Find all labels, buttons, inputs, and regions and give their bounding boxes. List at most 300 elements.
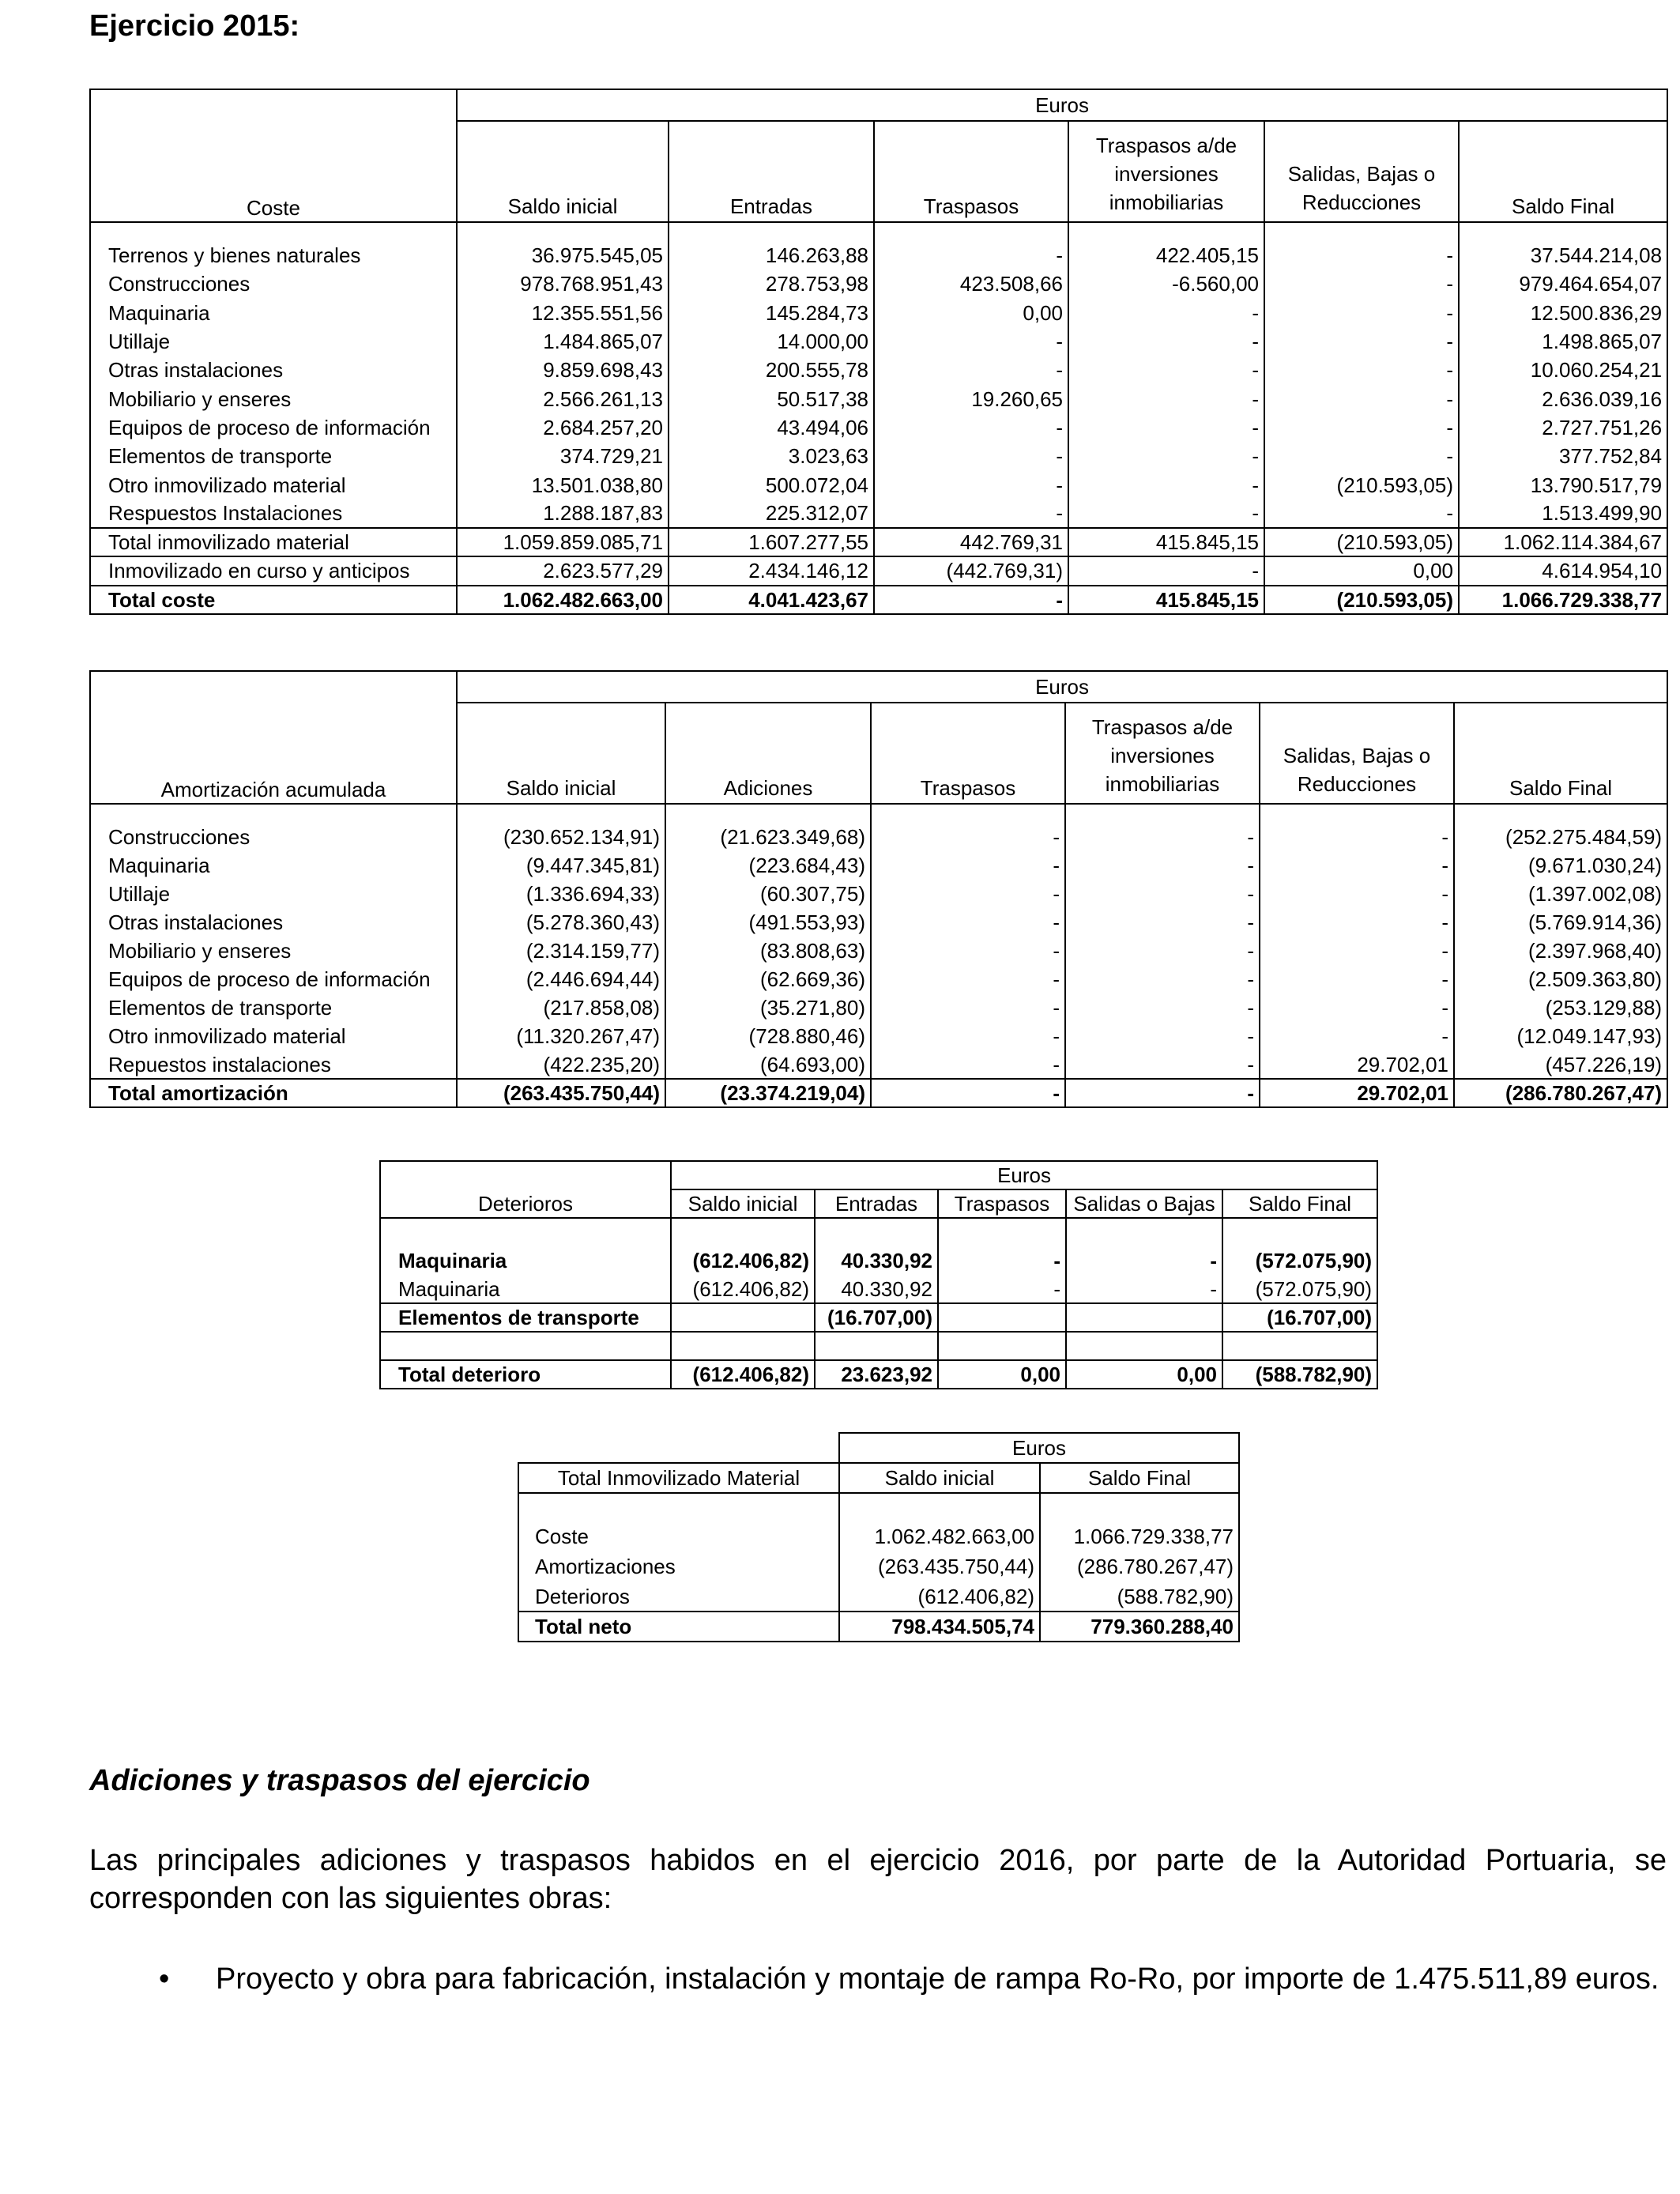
value-cell: - [874, 442, 1068, 470]
value-cell: - [1066, 1246, 1222, 1275]
value-cell: - [874, 356, 1068, 384]
euros-header-row [90, 89, 1667, 121]
value-cell: 2.727.751,26 [1459, 413, 1667, 442]
row-label: Maquinaria [380, 1275, 671, 1303]
row-label: Maquinaria [90, 851, 457, 880]
row-label: Inmovilizado en curso y anticipos [90, 556, 457, 585]
row-label: Total deterioro [380, 1360, 671, 1389]
value-cell: (2.397.968,40) [1454, 937, 1667, 965]
value-cell [671, 1303, 815, 1332]
value-cell: 40.330,92 [815, 1275, 938, 1303]
value-cell: (253.129,88) [1454, 993, 1667, 1022]
value-cell: - [1065, 1022, 1260, 1050]
spacer-cell [839, 1493, 1040, 1521]
value-cell: (612.406,82) [671, 1275, 815, 1303]
value-cell: (64.693,00) [665, 1050, 871, 1079]
header-line: inmobiliarias [1105, 772, 1220, 796]
column-header: Entradas [669, 121, 874, 222]
value-cell: (21.623.349,68) [665, 823, 871, 851]
value-cell: 200.555,78 [669, 356, 874, 384]
column-header: Traspasos [871, 703, 1065, 804]
value-cell: (23.374.219,04) [665, 1079, 871, 1107]
table-row [90, 851, 1667, 880]
spacer-cell [457, 222, 669, 241]
value-cell: (9.671.030,24) [1454, 851, 1667, 880]
value-cell: 145.284,73 [669, 299, 874, 327]
spacer-cell [518, 1493, 839, 1521]
table-row [90, 356, 1667, 384]
value-cell: (572.075,90) [1222, 1275, 1377, 1303]
row-label: Mobiliario y enseres [90, 937, 457, 965]
table-row [90, 908, 1667, 937]
value-cell: 40.330,92 [815, 1246, 938, 1275]
value-cell [1066, 1332, 1222, 1360]
table-row [90, 413, 1667, 442]
value-cell: 2.566.261,13 [457, 384, 669, 413]
value-cell: 14.000,00 [669, 327, 874, 356]
euros-header: Euros [839, 1433, 1239, 1463]
value-cell: - [1068, 413, 1264, 442]
value-cell: 2.684.257,20 [457, 413, 669, 442]
value-cell: (217.858,08) [457, 993, 665, 1022]
value-cell: - [1068, 384, 1264, 413]
table-row [90, 299, 1667, 327]
table-row [90, 880, 1667, 908]
column-header: Saldo inicial [457, 121, 669, 222]
value-cell: - [874, 586, 1068, 614]
value-cell: (728.880,46) [665, 1022, 871, 1050]
cost-table [89, 89, 1668, 615]
spacer-cell [90, 804, 457, 823]
header-line: inversiones [1114, 162, 1219, 186]
spacer-cell [1222, 1218, 1377, 1246]
header-line: Reducciones [1301, 190, 1422, 214]
column-header [1068, 121, 1264, 222]
bullet-icon: • [159, 1962, 170, 1996]
value-cell: - [1264, 442, 1459, 470]
value-cell: 0,00 [938, 1360, 1066, 1389]
value-cell: - [1065, 965, 1260, 993]
column-header: Total Inmovilizado Material [518, 1463, 839, 1493]
column-header: Adiciones [665, 703, 871, 804]
value-cell: 422.405,15 [1068, 241, 1264, 270]
value-cell: - [1068, 299, 1264, 327]
value-cell: (210.593,05) [1264, 528, 1459, 556]
value-cell: (5.278.360,43) [457, 908, 665, 937]
impairment-table [379, 1160, 1378, 1389]
spacer-cell [874, 222, 1068, 241]
column-header: Saldo inicial [671, 1189, 815, 1218]
value-cell: - [1065, 823, 1260, 851]
value-cell: 29.702,01 [1260, 1050, 1454, 1079]
value-cell: -6.560,00 [1068, 270, 1264, 298]
value-cell: 0,00 [874, 299, 1068, 327]
spacer-row [90, 222, 1667, 241]
header-line: inversiones [1110, 744, 1215, 767]
total-row [90, 1079, 1667, 1107]
value-cell: (223.684,43) [665, 851, 871, 880]
table-row [518, 1521, 1239, 1551]
value-cell: 10.060.254,21 [1459, 356, 1667, 384]
euros-header: Euros [457, 89, 1667, 121]
value-cell: - [871, 993, 1065, 1022]
intro-paragraph: Las principales adiciones y traspasos habidos en el ejercicio 2016, por parte de la Autoridad Portuaria, se corresponden con las siguientes obras: [89, 1844, 1667, 1915]
row-label: Equipos de proceso de información [90, 413, 457, 442]
row-label: Otras instalaciones [90, 356, 457, 384]
value-cell: 278.753,98 [669, 270, 874, 298]
value-cell: (612.406,82) [671, 1246, 815, 1275]
value-cell: - [1065, 908, 1260, 937]
spacer-cell [1066, 1218, 1222, 1246]
spacer-cell [1260, 804, 1454, 823]
value-cell: 1.498.865,07 [1459, 327, 1667, 356]
in-progress-row [90, 556, 1667, 585]
value-cell: 12.500.836,29 [1459, 299, 1667, 327]
value-cell: - [874, 327, 1068, 356]
column-header: Salidas o Bajas [1066, 1189, 1222, 1218]
value-cell: - [1264, 356, 1459, 384]
row-label: Amortizaciones [518, 1551, 839, 1581]
row-label: Utillaje [90, 880, 457, 908]
header-line: inmobiliarias [1109, 190, 1224, 214]
value-cell: (491.553,93) [665, 908, 871, 937]
value-cell: (286.780.267,47) [1040, 1551, 1239, 1581]
value-cell: 19.260,65 [874, 384, 1068, 413]
value-cell: 979.464.654,07 [1459, 270, 1667, 298]
euros-header-row [90, 671, 1667, 703]
value-cell: 1.607.277,55 [669, 528, 874, 556]
value-cell: - [1068, 499, 1264, 528]
value-cell: 377.752,84 [1459, 442, 1667, 470]
table-row [90, 993, 1667, 1022]
table-row [380, 1275, 1377, 1303]
value-cell: 4.614.954,10 [1459, 556, 1667, 585]
value-cell: - [871, 1022, 1065, 1050]
row-label: Total amortización [90, 1079, 457, 1107]
row-label: Terrenos y bienes naturales [90, 241, 457, 270]
row-label: Deterioros [518, 1581, 839, 1612]
value-cell: - [871, 908, 1065, 937]
column-header: Saldo Final [1459, 121, 1667, 222]
value-cell: - [1260, 965, 1454, 993]
value-cell: - [1260, 823, 1454, 851]
value-cell [1222, 1332, 1377, 1360]
column-header-row [380, 1189, 1377, 1218]
value-cell: - [1065, 1050, 1260, 1079]
value-cell: (588.782,90) [1040, 1581, 1239, 1612]
value-cell: - [1065, 1079, 1260, 1107]
value-cell: (12.049.147,93) [1454, 1022, 1667, 1050]
spacer-cell [815, 1218, 938, 1246]
table-row [90, 1050, 1667, 1079]
column-header: Saldo Final [1222, 1189, 1377, 1218]
row-label: Construcciones [90, 823, 457, 851]
column-header: Saldo Final [1454, 703, 1667, 804]
table-row [380, 1360, 1377, 1389]
value-cell: (263.435.750,44) [839, 1551, 1040, 1581]
value-cell: - [1264, 270, 1459, 298]
value-cell: 225.312,07 [669, 499, 874, 528]
value-cell: 4.041.423,67 [669, 586, 874, 614]
table-row [90, 384, 1667, 413]
value-cell: - [1264, 413, 1459, 442]
value-cell: - [871, 851, 1065, 880]
value-cell: - [871, 937, 1065, 965]
value-cell: (210.593,05) [1264, 470, 1459, 499]
row-label: Equipos de proceso de información [90, 965, 457, 993]
value-cell: (612.406,82) [671, 1360, 815, 1389]
value-cell: - [1260, 908, 1454, 937]
row-label: Respuestos Instalaciones [90, 499, 457, 528]
value-cell: - [1068, 442, 1264, 470]
spacer-cell [665, 804, 871, 823]
value-cell: - [938, 1246, 1066, 1275]
table-row [90, 470, 1667, 499]
euros-spacer [380, 1161, 671, 1189]
value-cell: (60.307,75) [665, 880, 871, 908]
subtotal-row [90, 528, 1667, 556]
euros-header-row [518, 1433, 1239, 1463]
value-cell: 1.513.499,90 [1459, 499, 1667, 528]
value-cell: (612.406,82) [839, 1581, 1040, 1612]
value-cell: (2.509.363,80) [1454, 965, 1667, 993]
value-cell: - [874, 499, 1068, 528]
row-label: Otras instalaciones [90, 908, 457, 937]
value-cell [938, 1332, 1066, 1360]
value-cell: - [1065, 851, 1260, 880]
value-cell: - [1264, 299, 1459, 327]
column-header [1260, 703, 1454, 804]
value-cell [1066, 1303, 1222, 1332]
spacer-cell [1065, 804, 1260, 823]
value-cell: - [874, 413, 1068, 442]
value-cell: - [1260, 880, 1454, 908]
value-cell: - [871, 880, 1065, 908]
table-row [518, 1581, 1239, 1612]
column-header: Saldo inicial [457, 703, 665, 804]
value-cell: (252.275.484,59) [1454, 823, 1667, 851]
table-row [380, 1303, 1377, 1332]
value-cell: (2.446.694,44) [457, 965, 665, 993]
column-header [1065, 703, 1260, 804]
value-cell: 12.355.551,56 [457, 299, 669, 327]
value-cell: (16.707,00) [1222, 1303, 1377, 1332]
value-cell: 374.729,21 [457, 442, 669, 470]
value-cell: (62.669,36) [665, 965, 871, 993]
value-cell: 37.544.214,08 [1459, 241, 1667, 270]
spacer-cell [938, 1218, 1066, 1246]
value-cell: - [1065, 937, 1260, 965]
value-cell: 1.062.482.663,00 [457, 586, 669, 614]
table-row [90, 499, 1667, 528]
value-cell [671, 1332, 815, 1360]
value-cell: - [1264, 327, 1459, 356]
column-header: Traspasos [874, 121, 1068, 222]
value-cell: - [1068, 327, 1264, 356]
value-cell: (422.235,20) [457, 1050, 665, 1079]
row-label: Utillaje [90, 327, 457, 356]
row-label-header: Coste [90, 89, 457, 222]
value-cell: (442.769,31) [874, 556, 1068, 585]
value-cell: 2.636.039,16 [1459, 384, 1667, 413]
table-row [90, 241, 1667, 270]
value-cell: - [871, 823, 1065, 851]
value-cell: (572.075,90) [1222, 1246, 1377, 1275]
row-label: Otro inmovilizado material [90, 1022, 457, 1050]
row-label: Otro inmovilizado material [90, 470, 457, 499]
spacer-cell [1264, 222, 1459, 241]
row-label: Repuestos instalaciones [90, 1050, 457, 1079]
table-row [90, 937, 1667, 965]
value-cell: - [1264, 499, 1459, 528]
spacer-cell [669, 222, 874, 241]
value-cell: (457.226,19) [1454, 1050, 1667, 1079]
value-cell: 9.859.698,43 [457, 356, 669, 384]
value-cell: 13.790.517,79 [1459, 470, 1667, 499]
value-cell: 0,00 [1066, 1360, 1222, 1389]
value-cell: (230.652.134,91) [457, 823, 665, 851]
row-label [380, 1332, 671, 1360]
row-label: Coste [518, 1521, 839, 1551]
spacer-cell [1459, 222, 1667, 241]
value-cell: - [938, 1275, 1066, 1303]
column-header-row [518, 1463, 1239, 1493]
value-cell: - [871, 1079, 1065, 1107]
spacer-row [380, 1218, 1377, 1246]
value-cell: (9.447.345,81) [457, 851, 665, 880]
value-cell: (588.782,90) [1222, 1360, 1377, 1389]
value-cell: - [1264, 384, 1459, 413]
value-cell: 36.975.545,05 [457, 241, 669, 270]
spacer-row [518, 1493, 1239, 1521]
header-line: Salidas, Bajas o [1287, 162, 1436, 186]
table-row [90, 442, 1667, 470]
row-label: Maquinaria [90, 299, 457, 327]
empty-row [380, 1332, 1377, 1360]
value-cell: - [874, 470, 1068, 499]
row-label: Total neto [518, 1612, 839, 1642]
value-cell: 50.517,38 [669, 384, 874, 413]
row-label: Maquinaria [380, 1246, 671, 1275]
value-cell: 2.434.146,12 [669, 556, 874, 585]
value-cell: 978.768.951,43 [457, 270, 669, 298]
value-cell: 29.702,01 [1260, 1079, 1454, 1107]
euros-header: Euros [671, 1161, 1377, 1189]
spacer-cell [671, 1218, 815, 1246]
spacer-cell [380, 1218, 671, 1246]
spacer-cell [90, 222, 457, 241]
header-line: Traspasos a/de [1095, 134, 1237, 157]
column-header: Saldo inicial [839, 1463, 1040, 1493]
total-row [518, 1612, 1239, 1642]
value-cell: 0,00 [1264, 556, 1459, 585]
value-cell: 1.059.859.085,71 [457, 528, 669, 556]
spacer-cell [871, 804, 1065, 823]
row-label: Elementos de transporte [90, 442, 457, 470]
value-cell: 415.845,15 [1068, 586, 1264, 614]
column-header: Entradas [815, 1189, 938, 1218]
value-cell: (11.320.267,47) [457, 1022, 665, 1050]
spacer-row [90, 804, 1667, 823]
column-header: Saldo Final [1040, 1463, 1239, 1493]
table-row [90, 270, 1667, 298]
value-cell: (286.780.267,47) [1454, 1079, 1667, 1107]
value-cell: - [1260, 993, 1454, 1022]
amortization-table [89, 670, 1668, 1108]
row-label: Total coste [90, 586, 457, 614]
value-cell: - [871, 965, 1065, 993]
euros-header: Euros [457, 671, 1667, 703]
value-cell: 415.845,15 [1068, 528, 1264, 556]
row-label: Mobiliario y enseres [90, 384, 457, 413]
value-cell: (5.769.914,36) [1454, 908, 1667, 937]
column-header [1264, 121, 1459, 222]
value-cell: 1.066.729.338,77 [1040, 1521, 1239, 1551]
value-cell: 798.434.505,74 [839, 1612, 1040, 1642]
value-cell: 779.360.288,40 [1040, 1612, 1239, 1642]
value-cell: - [1065, 880, 1260, 908]
value-cell: 43.494,06 [669, 413, 874, 442]
spacer-cell [457, 804, 665, 823]
total-row [90, 586, 1667, 614]
value-cell: 1.062.114.384,67 [1459, 528, 1667, 556]
spacer-cell [1454, 804, 1667, 823]
value-cell: 2.623.577,29 [457, 556, 669, 585]
row-label: Total inmovilizado material [90, 528, 457, 556]
value-cell [938, 1303, 1066, 1332]
table-row [90, 965, 1667, 993]
value-cell: (16.707,00) [815, 1303, 938, 1332]
section-subheading: Adiciones y traspasos del ejercicio [89, 1764, 590, 1797]
value-cell: (35.271,80) [665, 993, 871, 1022]
table-row [380, 1246, 1377, 1275]
row-label: Elementos de transporte [90, 993, 457, 1022]
spacer-cell [1068, 222, 1264, 241]
header-line: Traspasos a/de [1091, 715, 1234, 739]
value-cell: - [1066, 1275, 1222, 1303]
value-cell: 1.484.865,07 [457, 327, 669, 356]
value-cell: 1.066.729.338,77 [1459, 586, 1667, 614]
euros-header-row [380, 1161, 1377, 1189]
value-cell: (2.314.159,77) [457, 937, 665, 965]
value-cell: 423.508,66 [874, 270, 1068, 298]
bullet-text: Proyecto y obra para fabricación, instalación y montaje de rampa Ro-Ro, por importe de 1.475.511,89 euros. [216, 1962, 1659, 1996]
value-cell: (83.808,63) [665, 937, 871, 965]
value-cell: - [1260, 937, 1454, 965]
value-cell: 1.288.187,83 [457, 499, 669, 528]
table-row [90, 823, 1667, 851]
value-cell: 3.023,63 [669, 442, 874, 470]
column-header: Traspasos [938, 1189, 1066, 1218]
value-cell: - [1065, 993, 1260, 1022]
value-cell: 500.072,04 [669, 470, 874, 499]
value-cell: 146.263,88 [669, 241, 874, 270]
value-cell: - [1068, 470, 1264, 499]
row-label: Elementos de transporte [380, 1303, 671, 1332]
value-cell: - [871, 1050, 1065, 1079]
value-cell: - [1068, 356, 1264, 384]
column-header: Deterioros [380, 1189, 671, 1218]
value-cell: (1.336.694,33) [457, 880, 665, 908]
value-cell: - [1068, 556, 1264, 585]
table-row [90, 327, 1667, 356]
table-row [518, 1551, 1239, 1581]
value-cell: 1.062.482.663,00 [839, 1521, 1040, 1551]
table-row [90, 1022, 1667, 1050]
row-label: Construcciones [90, 270, 457, 298]
euros-spacer [518, 1433, 839, 1463]
value-cell: - [874, 241, 1068, 270]
